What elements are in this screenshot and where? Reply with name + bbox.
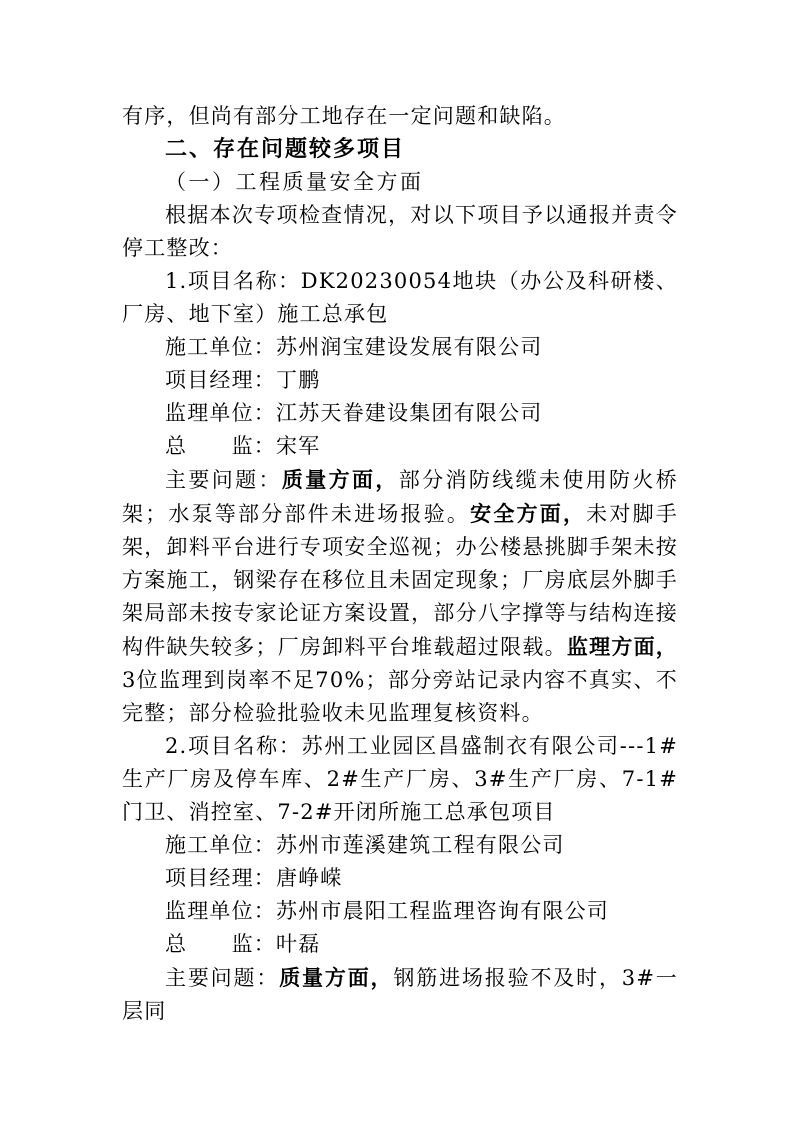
text-run: 监理单位：苏州市晨阳工程监理咨询有限公司 — [165, 899, 609, 923]
text-run: 1.项目名称：DK20230054地块（办公及科研楼、厂房、地下室）施工总承包 — [122, 269, 678, 326]
text-run: 有序，但尚有部分工地存在一定问题和缺陷。 — [122, 104, 566, 128]
heading-text: 二、存在问题较多项目 — [165, 137, 406, 162]
project-1-contractor — [122, 331, 678, 364]
text-run: 项目经理：唐峥嵘 — [165, 866, 343, 890]
text-run: 2.项目名称：苏州工业园区昌盛制衣有限公司---1#生产厂房及停车库、2#生产厂房、3#生产厂房、7-1#门卫、消控室、7-2#开闭所施工总承包项目 — [122, 734, 678, 824]
project-1-chief-supervisor — [122, 430, 678, 463]
text-run: 主要问题： — [165, 966, 280, 990]
heading-text: （一）工程质量安全方面 — [165, 170, 424, 194]
text-run: 未对脚手架，卸料平台进行专项安全巡视；办公楼悬挑脚手架未按方案施工，钢梁存在移位且未固定现象；厂房底层外脚手架局部未按专家论证方案设置，部分八字撑等与结构连接构件缺失较多；厂房卸料平台堆载超过限载。 — [122, 502, 678, 659]
project-2-supervision-unit — [122, 895, 678, 928]
text-run: 施工单位：苏州润宝建设发展有限公司 — [165, 335, 543, 359]
text-run: 施工单位：苏州市莲溪建筑工程有限公司 — [165, 833, 565, 857]
text-run: 项目经理：丁鹏 — [165, 368, 321, 392]
text-run: 根据本次专项检查情况，对以下项目予以通报并责令停工整改： — [122, 203, 678, 260]
heading-subsection-1 — [122, 166, 678, 199]
project-1-supervision-unit — [122, 397, 678, 430]
project-2-chief-supervisor — [122, 928, 678, 961]
project-2-issues — [122, 961, 678, 1028]
project-2-manager — [122, 862, 678, 895]
text-run: 监理单位：江苏天眷建设集团有限公司 — [165, 401, 543, 425]
project-2-name — [122, 730, 678, 829]
emphasis-run-quality: 质量方面， — [281, 467, 399, 492]
text-run: 总 监：叶磊 — [165, 932, 321, 956]
para-continuation — [122, 100, 678, 133]
emphasis-run-supervision: 监理方面， — [566, 634, 679, 659]
emphasis-run-quality: 质量方面， — [279, 965, 394, 990]
document-body — [122, 100, 678, 1028]
project-2-contractor — [122, 829, 678, 862]
project-1-issues — [122, 463, 678, 730]
emphasis-run-safety: 安全方面， — [470, 501, 587, 526]
heading-section-2 — [122, 133, 678, 166]
text-run: 主要问题： — [165, 468, 282, 492]
text-run: 钢筋进场报验不及时，3#一层同 — [122, 966, 679, 1023]
project-1-manager — [122, 364, 678, 397]
text-run: 3位监理到岗率不足70%；部分旁站记录内容不真实、不完整；部分检验批验收未见监理复核资料。 — [122, 668, 678, 725]
text-run: 部分消防线缆未使用防火桥架；水泵等部分部件未进场报验。 — [122, 468, 679, 526]
para-intro — [122, 199, 678, 265]
text-run: 总 监：宋军 — [165, 434, 321, 458]
project-1-name — [122, 265, 678, 331]
